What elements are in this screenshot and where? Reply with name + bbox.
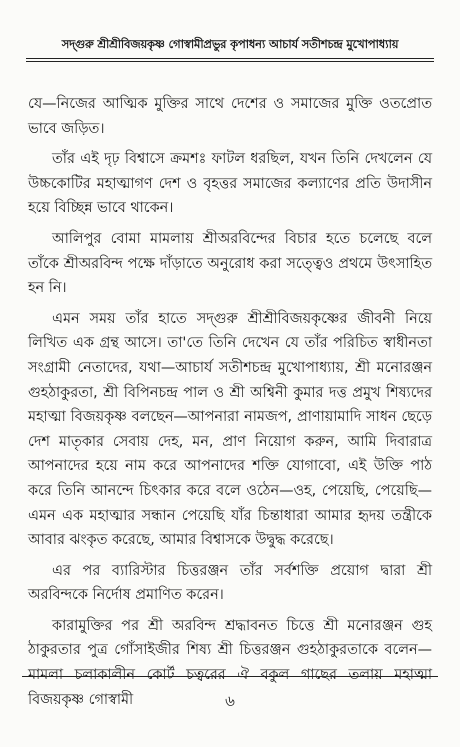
header-rule-thin bbox=[26, 61, 434, 62]
footer-rule bbox=[22, 676, 438, 677]
header-rule bbox=[26, 58, 434, 59]
paragraph: এর পর ব্যারিস্টার চিত্তরঞ্জন তাঁর সর্বশক্তি প্রয়োগ দ্বারা শ্রী অরবিন্দকে নির্দোষ প্রমাণিত করেন। bbox=[28, 562, 432, 604]
page-number: ৬ bbox=[225, 692, 235, 710]
running-header: সদ্গুরু শ্রীশ্রীবিজয়কৃষ্ণ গোস্বামীপ্রভুর কৃপাধন্য আচার্য সতীশচন্দ্র মুখোপাধ্যায় bbox=[61, 37, 399, 51]
paragraph: যে—নিজের আত্মিক মুক্তির সাথে দেশের ও সমাজের মুক্তি ওতপ্রোত ভাবে জড়িত। bbox=[28, 96, 432, 137]
paragraph: আলিপুর বোমা মামলায় শ্রীঅরবিন্দের বিচার হতে চলেছে বলে তাঁকে শ্রীঅরবিন্দ পক্ষে দাঁড়াতে অনুরোধ করা সত্ত্বেও প্রথমে উৎসাহিত হন নি। bbox=[28, 230, 432, 297]
paragraph: তাঁর এই দৃঢ় বিশ্বাসে ক্রমশঃ ফাটল ধরছিল, যখন তিনি দেখলেন যে উচ্চকোটির মহাত্মাগণ দেশ ও বৃহত্তর সমাজের কল্যাণের প্রতি উদাসীন হয়ে বিচ্ছিন্ন ভাবে থাকেন। bbox=[28, 151, 432, 217]
paragraph: এমন সময় তাঁর হাতে সদ্গুরু শ্রীশ্রীবিজয়কৃষ্ণের জীবনী নিয়ে লিখিত এক গ্রন্থ আসে। তা'তে তিনি দেখেন যে তাঁর পরিচিত স্বাধীনতা সংগ্রামী নেতাদের, যথা—আচার্য সতীশচন্দ্র মুখোপাধ্যায়, শ্রী মনোরঞ্জন গুহঠাকুরতা, শ্রী বিপিনচন্দ্র পাল ও শ্রী অশ্বিনী কুমার দত্ত প্রমুখ শিষ্যদের মহাত্মা বিজয়কৃষ্ণ বলছেন—আপনারা নামজপ, প্রাণায়ামাদি সাধন ছেড়ে দেশ মাতৃকার সেবায় দেহ, মন, প্রাণ নিয়োগ করুন, আমি দিবারাত্র আপনাদের হয়ে নাম করে আপনাদের শক্তি যোগাবো, এই উক্তি পাঠ করে তিনি আনন্দে চিৎকার করে বলে ওঠেন—ওহ, পেয়েছি, পেয়েছি—এমন এক মহাত্মার সন্ধান পেয়েছি যাঁর চিন্তাধারা আমার হৃদয় তন্ত্রীকে আবার ঝংকৃত করেছে, আমার বিশ্বাসকে উদ্বুদ্ধ করেছে। bbox=[28, 310, 433, 549]
paragraph: কারামুক্তির পর শ্রী অরবিন্দ শ্রদ্ধাবনত চিত্তে শ্রী মনোরঞ্জন গুহ ঠাকুরতার পুত্র গোঁসাইজীর শিষ্য শ্রী চিত্তরঞ্জন গুহঠাকুরতাকে বলেন—মামলা চলাকালীন কোর্ট চত্বরের ঐ বকুল গাছের তলায় মহাত্মা বিজয়কৃষ্ণ গোস্বামী bbox=[28, 617, 432, 708]
body-text bbox=[28, 92, 432, 718]
